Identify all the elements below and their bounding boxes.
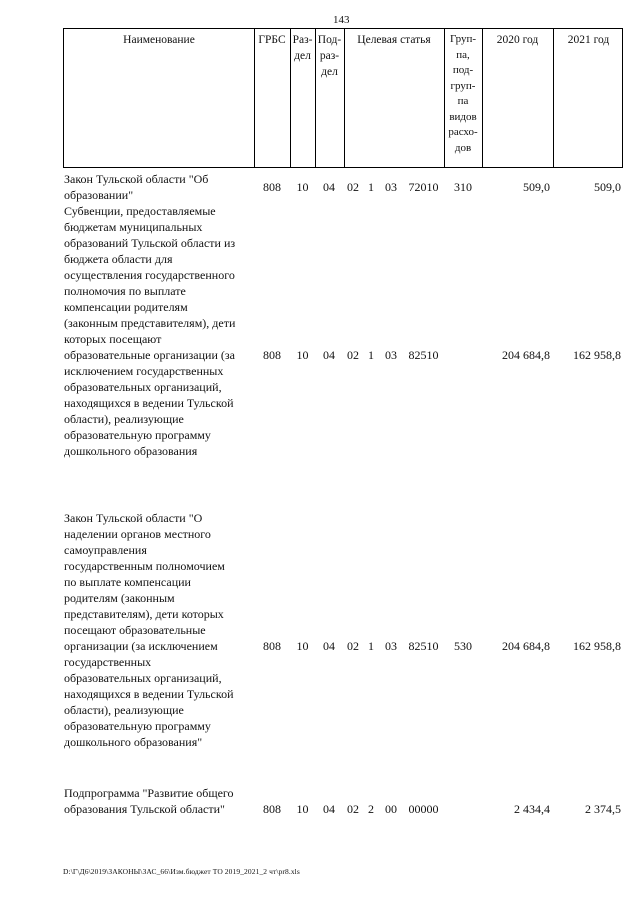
cell-2021: 162 958,8	[573, 348, 621, 362]
cell-2021: 2 374,5	[585, 802, 621, 816]
cell-subprogram: 1	[368, 639, 374, 653]
cell-direction: 72010	[408, 180, 439, 194]
header-grbs: ГРБС	[258, 34, 286, 46]
column-divider	[482, 29, 483, 167]
cell-podrazdel: 04	[323, 639, 335, 653]
cell-2020: 509,0	[523, 180, 550, 194]
cell-2020: 2 434,4	[514, 802, 550, 816]
header-podrazdel: Под- раз- дел	[317, 34, 342, 78]
column-divider	[553, 29, 554, 167]
cell-main-event: 03	[385, 180, 397, 194]
cell-direction: 00000	[408, 802, 439, 816]
row-name: Закон Тульской области "Об образовании"	[64, 172, 209, 202]
column-divider	[344, 29, 345, 167]
header-name: Наименование	[123, 34, 195, 46]
cell-grbs: 808	[263, 348, 281, 362]
cell-expense-group: 310	[454, 180, 472, 194]
table-header	[63, 28, 623, 168]
column-divider	[254, 29, 255, 167]
cell-main-event: 03	[385, 639, 397, 653]
header-target-article: Целевая статья	[357, 34, 431, 46]
header-razdel: Раз- дел	[292, 34, 313, 62]
cell-podrazdel: 04	[323, 180, 335, 194]
cell-razdel: 10	[296, 639, 309, 653]
cell-podrazdel: 04	[323, 802, 335, 816]
cell-direction: 82510	[408, 639, 439, 653]
cell-subprogram: 1	[368, 348, 374, 362]
page-number: 143	[333, 14, 350, 26]
cell-2021: 509,0	[594, 180, 621, 194]
cell-grbs: 808	[263, 180, 281, 194]
row-name: Субвенции, предоставляемые бюджетам муниципальных образований Тульской области из бюджета области для осуществления государственного полномочия по выплате компенсации родителям (законным представителям), дети которых посещают образовательные организации (за исключением государственных образовательных организаций, находящихся в ведении Тульской области), реализующие образовательную программу дошкольного образования	[64, 204, 236, 458]
cell-razdel: 10	[296, 180, 309, 194]
cell-program: 02	[347, 639, 359, 653]
cell-grbs: 808	[263, 639, 281, 653]
cell-grbs: 808	[263, 802, 281, 816]
cell-subprogram: 2	[368, 802, 374, 816]
cell-direction: 82510	[408, 348, 439, 362]
cell-program: 02	[347, 802, 359, 816]
cell-main-event: 03	[385, 348, 397, 362]
row-name: Подпрограмма "Развитие общего образования Тульской области"	[64, 786, 234, 816]
row-name: Закон Тульской области "О наделении органов местного самоуправления государственным полномочием по выплате компенсации родителям (законным представителям), дети которых посещают образовательные организации (за исключением государственных образовательных организаций, находящихся в ведении Тульской области), реализующие образовательную программу дошкольного образования"	[64, 511, 234, 749]
file-path-footer: D:\Г\Д6\2019\ЗАКОНЫ\ЗАС_66\Изм.бюджет ТО 2019_2021_2 чт\pr8.xls	[63, 867, 300, 876]
cell-2021: 162 958,8	[573, 639, 621, 653]
cell-razdel: 10	[296, 348, 309, 362]
cell-2020: 204 684,8	[502, 348, 550, 362]
header-2020: 2020 год	[496, 34, 539, 46]
header-2021: 2021 год	[567, 34, 610, 46]
cell-main-event: 00	[385, 802, 397, 816]
cell-program: 02	[347, 180, 359, 194]
cell-podrazdel: 04	[323, 348, 335, 362]
cell-expense-group: 530	[454, 639, 472, 653]
header-expense-group: Груп- па, под- груп- па видов расхо- дов	[448, 33, 478, 154]
cell-razdel: 10	[296, 802, 309, 816]
cell-subprogram: 1	[368, 180, 374, 194]
cell-2020: 204 684,8	[502, 639, 550, 653]
cell-program: 02	[347, 348, 359, 362]
